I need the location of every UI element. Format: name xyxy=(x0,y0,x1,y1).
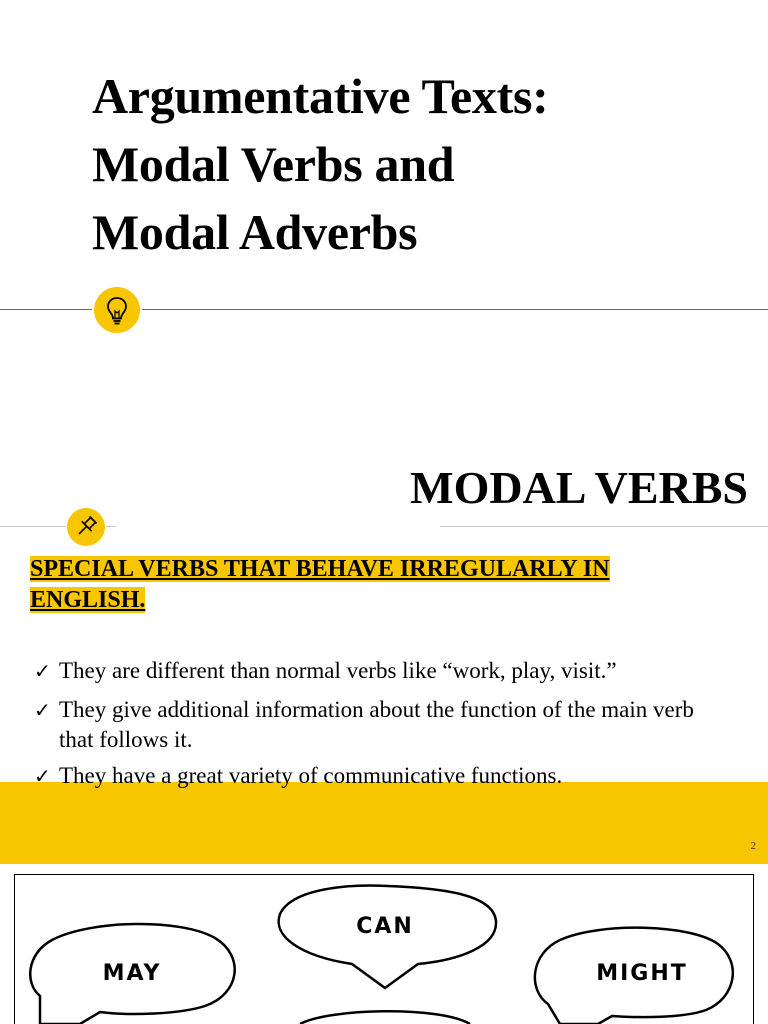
checkmark-icon: ✓ xyxy=(34,698,51,722)
bubble-partial xyxy=(300,1011,470,1024)
title-slide xyxy=(0,0,768,400)
title-line: Argumentative Texts: xyxy=(92,68,549,124)
list-item xyxy=(34,695,734,755)
bubble-might xyxy=(535,928,733,1024)
slide-title xyxy=(92,62,548,266)
slide-heading: MODAL VERBS xyxy=(410,462,748,513)
bullet-list xyxy=(34,656,734,800)
bubble-label: CAN xyxy=(356,914,414,939)
list-item-text: They have a great variety of communicative functions. xyxy=(59,763,563,788)
divider-left xyxy=(0,309,92,310)
list-item-text: They give additional information about the function of the main verb that follows it. xyxy=(59,697,694,752)
bubble-label: MIGHT xyxy=(596,961,688,986)
pushpin-icon xyxy=(67,508,105,546)
checkmark-icon: ✓ xyxy=(34,764,51,788)
definition-highlight xyxy=(30,554,670,616)
divider-left xyxy=(0,526,66,527)
bubble-diagram xyxy=(0,866,768,1024)
modal-verbs-slide xyxy=(0,432,768,864)
list-item xyxy=(34,656,734,686)
divider-mid xyxy=(106,526,116,527)
list-item-text: They are different than normal verbs like “work, play, visit.” xyxy=(59,658,617,683)
bubble-can xyxy=(279,886,496,988)
title-line: Modal Adverbs xyxy=(92,204,418,260)
modal-bubbles-slide xyxy=(0,866,768,1024)
divider-right xyxy=(142,309,768,310)
bubble-label: MAY xyxy=(102,961,162,986)
title-line: Modal Verbs and xyxy=(92,136,455,192)
list-item xyxy=(34,761,734,791)
divider-right xyxy=(440,526,768,527)
lightbulb-icon xyxy=(94,287,140,333)
definition-text: SPECIAL VERBS THAT BEHAVE IRREGULARLY IN ENGLISH. xyxy=(30,556,610,613)
bubble-may xyxy=(30,924,234,1024)
checkmark-icon: ✓ xyxy=(34,659,51,683)
lightbulb-badge xyxy=(94,287,140,333)
page-number: 2 xyxy=(750,840,756,852)
pushpin-badge xyxy=(67,508,105,546)
